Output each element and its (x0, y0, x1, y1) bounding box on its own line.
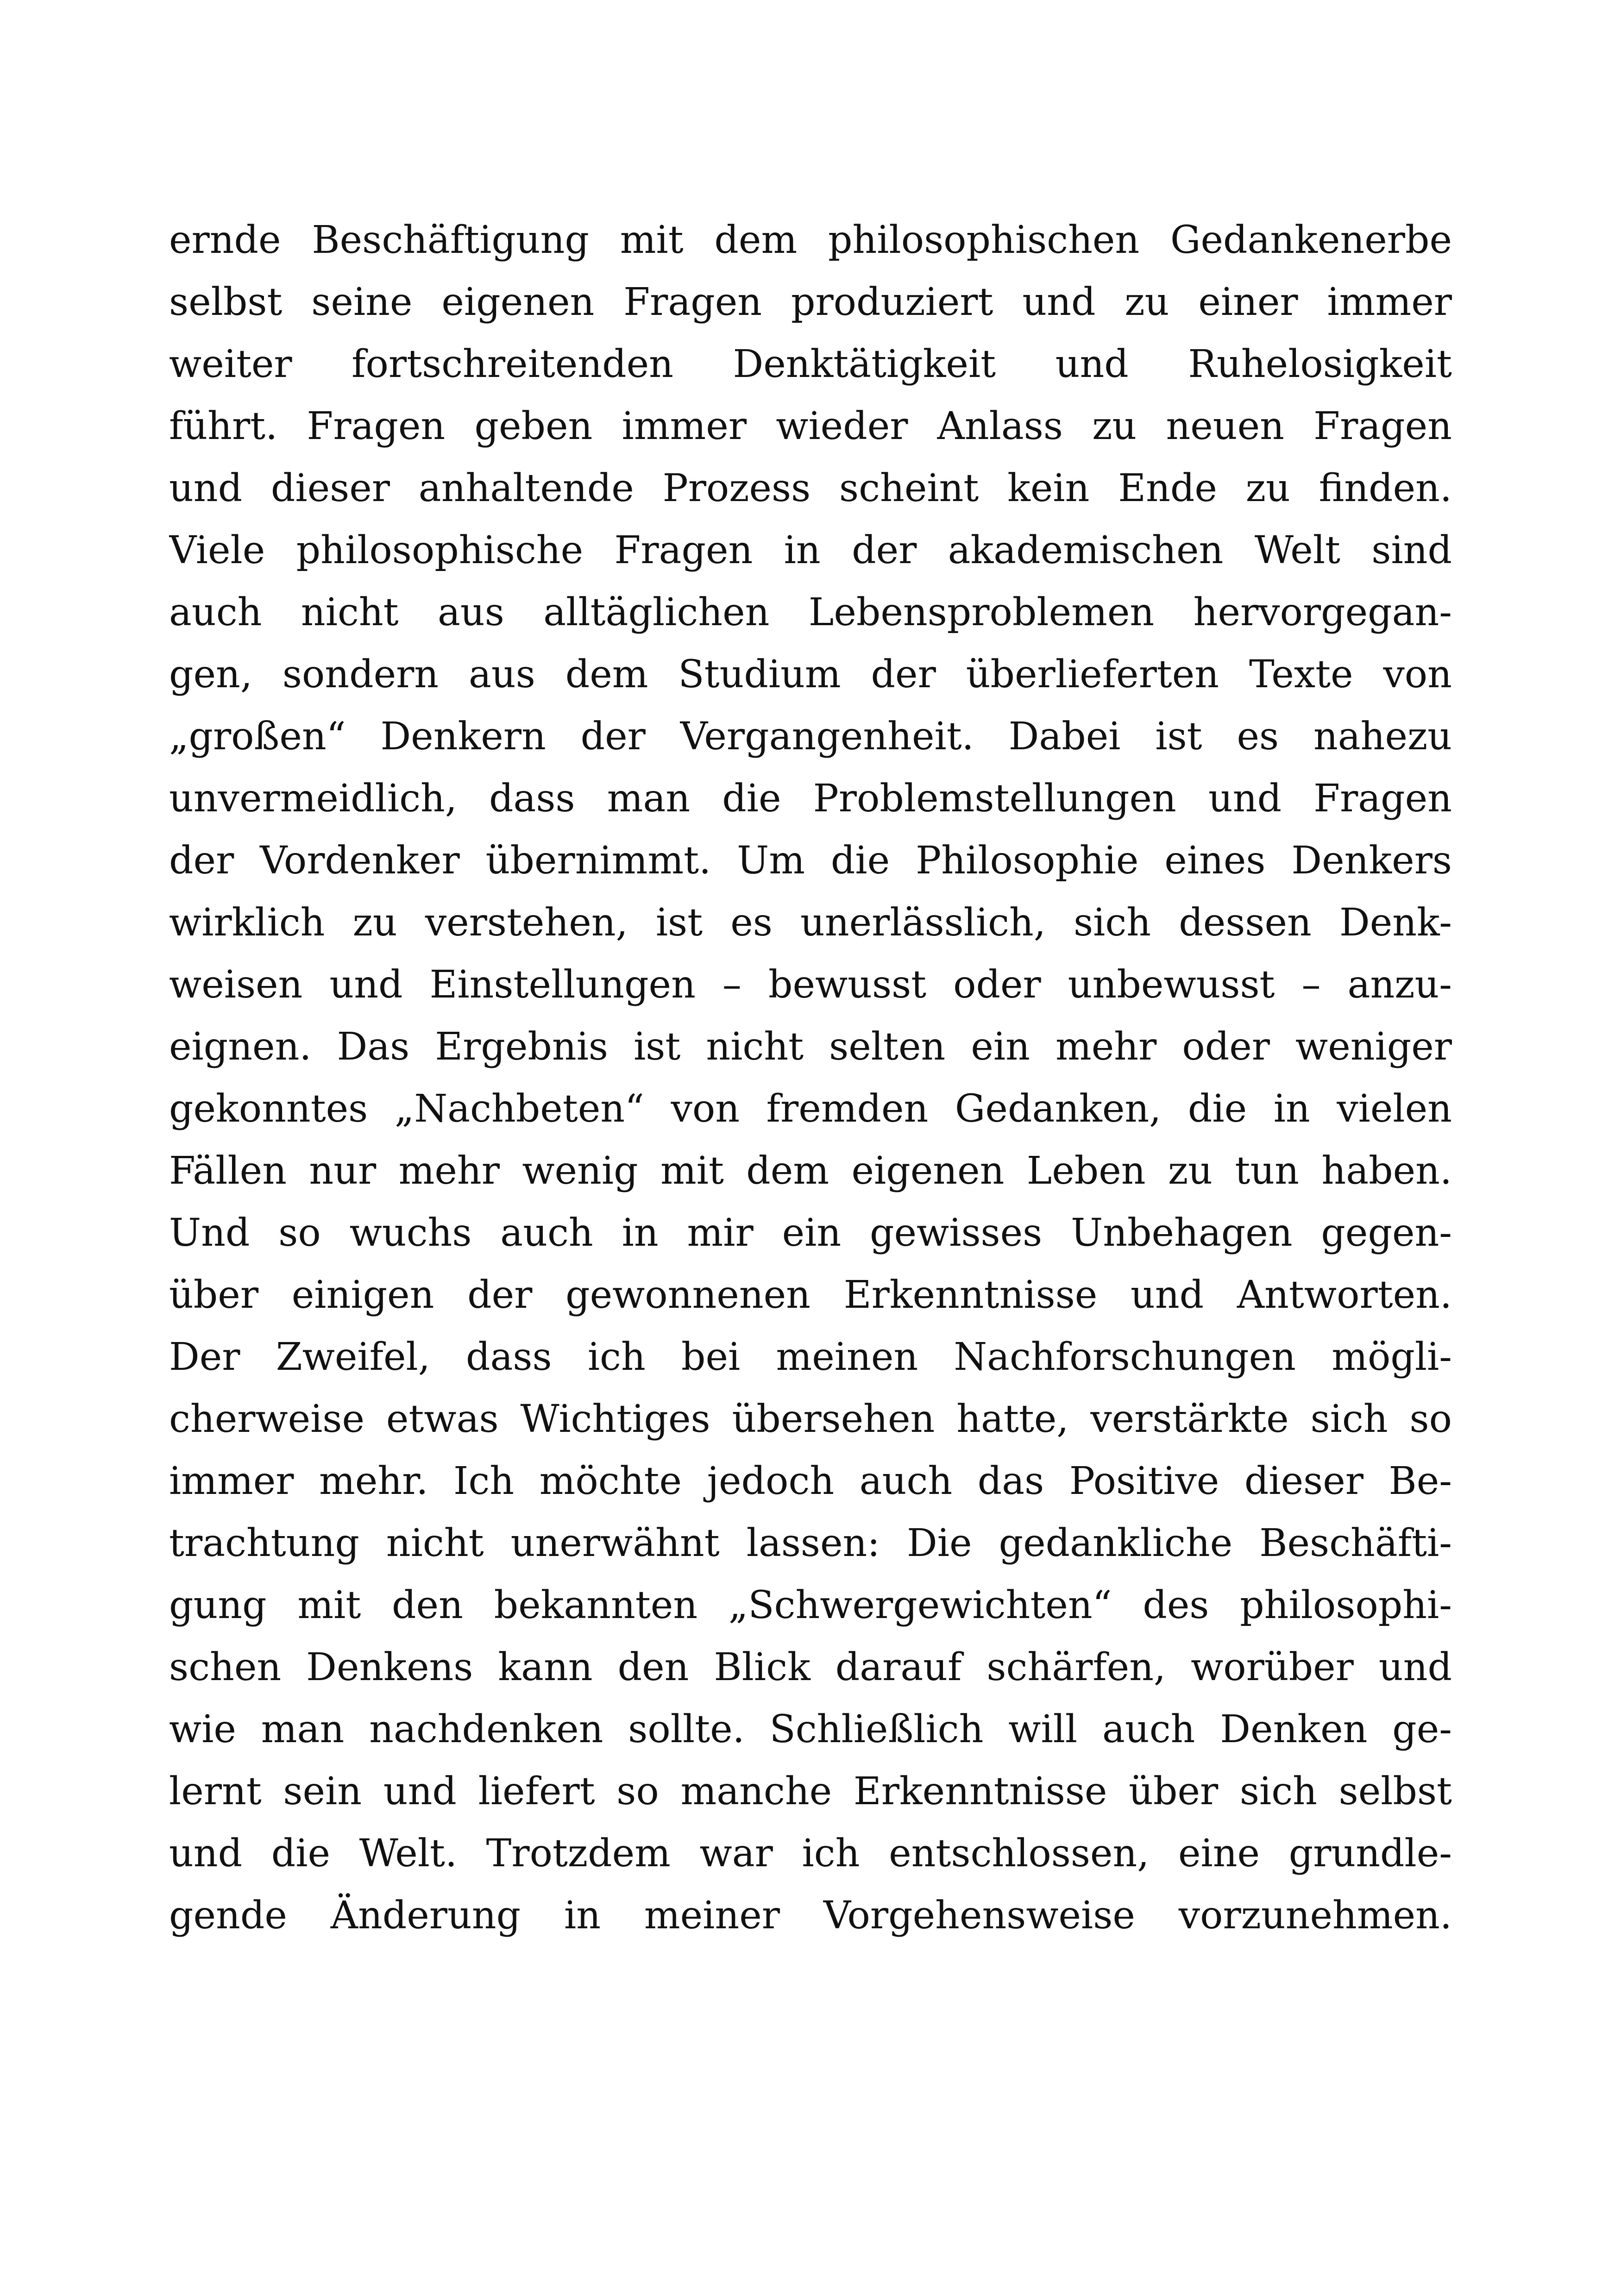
text-line: cherweise etwas Wichtiges übersehen hatte, verstärkte sich so (169, 1397, 1452, 1441)
body-text (169, 209, 1452, 1947)
text-line: wie man nachdenken sollte. Schließlich will auch Denken ge- (169, 1707, 1452, 1751)
text-line: gung mit den bekannten „Schwergewichten“ des philosophi- (169, 1583, 1452, 1627)
text-line: weisen und Einstellungen – bewusst oder unbewusst – anzu- (169, 963, 1452, 1007)
text-line: gen, sondern aus dem Studium der überlieferten Texte von (169, 652, 1452, 696)
text-line: auch nicht aus alltäglichen Lebensproblemen hervorgegan- (169, 590, 1452, 634)
text-line: gende Änderung in meiner Vorgehensweise vorzunehmen. (169, 1894, 1452, 1938)
text-line: gekonntes „Nachbeten“ von fremden Gedanken, die in vielen (169, 1087, 1452, 1131)
text-line: lernt sein und liefert so manche Erkenntnisse über sich selbst (169, 1769, 1452, 1813)
text-line: weiter fortschreitenden Denktätigkeit und Ruhelosigkeit (169, 342, 1452, 386)
text-line: der Vordenker übernimmt. Um die Philosophie eines Denkers (169, 839, 1452, 883)
text-line: schen Denkens kann den Blick darauf schärfen, worüber und (169, 1645, 1452, 1689)
text-line: ernde Beschäftigung mit dem philosophischen Gedankenerbe (169, 218, 1452, 262)
text-line: eignen. Das Ergebnis ist nicht selten ein mehr oder weniger (169, 1025, 1452, 1069)
text-line: unvermeidlich, dass man die Problemstellungen und Fragen (169, 777, 1452, 821)
text-line: wirklich zu verstehen, ist es unerlässlich, sich dessen Denk- (169, 901, 1452, 945)
text-line: „großen“ Denkern der Vergangenheit. Dabei ist es nahezu (169, 715, 1452, 759)
text-line: Und so wuchs auch in mir ein gewisses Unbehagen gegen- (169, 1211, 1452, 1255)
text-line: selbst seine eigenen Fragen produziert und zu einer immer (169, 280, 1452, 324)
text-line: führt. Fragen geben immer wieder Anlass zu neuen Fragen (169, 404, 1452, 448)
text-line: Viele philosophische Fragen in der akademischen Welt sind (169, 528, 1452, 572)
text-line: und die Welt. Trotzdem war ich entschlossen, eine grundle- (169, 1832, 1452, 1876)
text-line: und dieser anhaltende Prozess scheint kein Ende zu finden. (169, 466, 1452, 510)
text-line: Der Zweifel, dass ich bei meinen Nachforschungen mögli- (169, 1335, 1452, 1379)
text-line: trachtung nicht unerwähnt lassen: Die gedankliche Beschäfti- (169, 1521, 1452, 1565)
text-line: Fällen nur mehr wenig mit dem eigenen Leben zu tun haben. (169, 1149, 1452, 1193)
text-line: über einigen der gewonnenen Erkenntnisse und Antworten. (169, 1273, 1452, 1317)
text-line: immer mehr. Ich möchte jedoch auch das Positive dieser Be- (169, 1459, 1452, 1503)
